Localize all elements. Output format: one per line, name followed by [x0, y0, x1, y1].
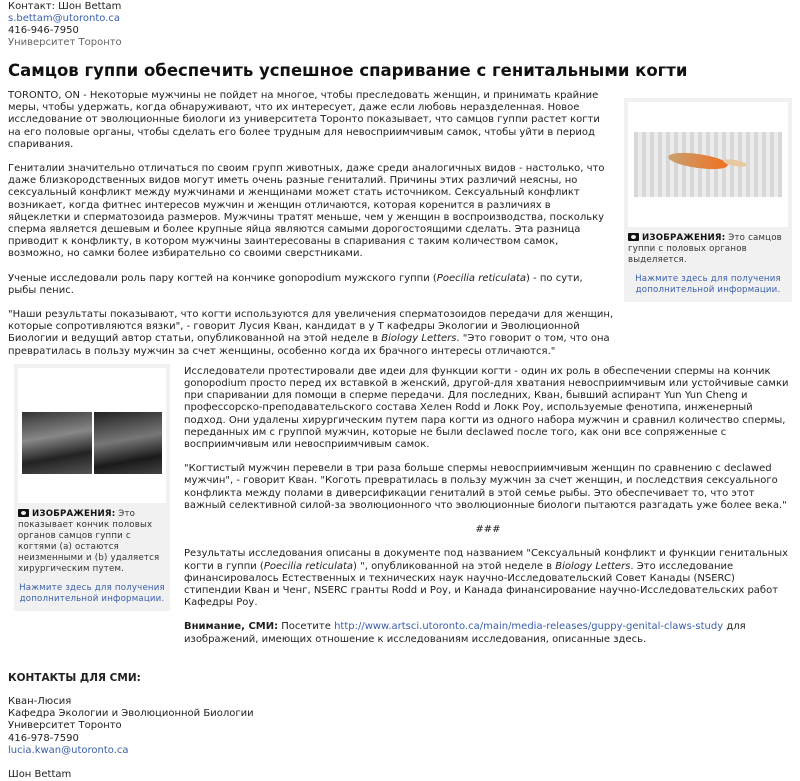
- figure-guppy: [624, 98, 792, 302]
- contact-org: Университет Торонто: [8, 37, 122, 48]
- guppy-image[interactable]: [628, 102, 788, 227]
- media-contacts-heading: КОНТАКТЫ ДЛЯ СМИ:: [8, 671, 141, 684]
- contact-dept: Кафедра Экологии и Эволюционной Биологии: [8, 708, 254, 720]
- more-info-link[interactable]: Нажмите здесь для получения дополнительной информации.: [635, 274, 781, 295]
- media-note: Внимание, СМИ: Посетите http://www.artsci.utoronto.ca/main/media-releases/guppy-genital-claws-study для изображений, имеющих отношение к исследованиям исследования, описанные здесь.: [184, 621, 746, 645]
- paragraph: TORONTO, ON - Некоторые мужчины не пойдет на многое, чтобы преследовать женщин, и принимать крайние меры, чтобы удержать, когда обнаруживают, что их интересует, даже если любовь неразделенная. Новое исследование от эволюционные биологи из университета Торонто показывает, что самцов гуппи растет когти на его половые органы, чтобы сделать его более трудным для невосприимчивым самок, чтобы уйти в период спаривания.: [8, 90, 600, 150]
- paragraph: Ученые исследовали роль пару когтей на кончике gonopodium мужского гуппи (Poecilia reticulata) - по сути, рыбы пенис.: [8, 272, 583, 296]
- page-title: Самцов гуппи обеспечить успешное спаривание с генитальными когти: [8, 61, 688, 80]
- contact-email-link[interactable]: lucia.kwan@utoronto.ca: [8, 744, 129, 756]
- paragraph: "Когтистый мужчин перевели в три раза больше спермы невосприимчивым женщин по сравнению с declawed мужчин", - говорит Кван. "Коготь превратилась в пользу мужчин за счет женщин, и последствия сексуального конфликта между полами в диверсификации гениталий в этой семье рыбы. Это обеспечивает то, что этот важный селективной силой-за эволюционного что эволюционные биологи пытаются разгадать уже более века.": [184, 463, 787, 511]
- contact-phone: 416-978-7590: [8, 732, 79, 744]
- more-info-link[interactable]: Нажмите здесь для получения дополнительной информации.: [19, 582, 165, 604]
- paragraph: Гениталии значительно отличаться по своим групп животных, даже среди аналогичных видов - настолько, что даже близкородственных видов могут иметь очень разные гениталий. Причины этих различий неясны, но сексуальный конфликт между мужчинами и женщинами может стать источником. Сексуальный конфликт возникает, когда фитнес интересов мужчин и женщин отличаются, которая коренится в различиях в яйцеклетки и сперматозоида размеров. Мужчины тратят меньше, чем у женщин в воспроизводства, поскольку сперма является дешевым и более крупные яйца являются самыми дорогостоящими сделать. Эта разница приводит к конфликту, в котором мужчины заинтересованы в спаривания с таким количеством самок, возможно, но самки более избирательно со своими сверстниками.: [8, 163, 605, 260]
- paragraph: "Наши результаты показывают, что когти используются для увеличения сперматозоидов передачи для женщин, которые сопротивляются вязки", - говорит Лусия Кван, кандидат в у Т кафедры Экологии и Эволюционной Биологии и ведущий автор статьи, опубликованной на этой неделе в Biology Letters. "Это говорит о том, что она превратилась в пользу мужчин за счет женщины, особенно когда их брачного интересы отличаются.": [8, 309, 614, 357]
- camera-icon: [628, 233, 639, 241]
- figure-caption: ИЗОБРАЖЕНИЯ: Это самцов гуппи с половых органов выделяется.: [628, 233, 782, 265]
- media-contact-block: [8, 696, 792, 781]
- contact-name: Шон Bettam: [8, 768, 72, 780]
- contact-name: Кван-Люсия: [8, 695, 72, 707]
- figure-caption: ИЗОБРАЖЕНИЯ: Это показывает кончик половых органов самцов гуппи с когтями (a) остаются неизменными и (b) удаляется хирургическим путем.: [18, 508, 160, 574]
- media-release-link[interactable]: http://www.artsci.utoronto.ca/main/media-releases/guppy-genital-claws-study: [334, 621, 724, 633]
- separator: ###: [475, 524, 501, 536]
- contact-email-link[interactable]: s.bettam@utoronto.ca: [8, 13, 120, 24]
- camera-icon: [18, 509, 29, 517]
- contact-name: Контакт: Шон Bettam: [8, 1, 122, 12]
- paragraph: Исследователи протестировали две идеи для функции когти - один их роль в обеспечении спермы на кончик gonopodium просто перед их вставкой в женский, другой-для хватания невосприимчивым или устойчивые самки при спаривании для помощи в сперме передачи. Для последних, Кван, бывший аспирант Yun Yun Cheng и профессорско-преподавательского состава Хелен Rodd и Локк Роу, используемые фенотипа, инженерный подход. Они удалены хирургическим путем пара когти из одного набора мужчин и сравнил количество спермы, переданных им с группой мужчин, которые не были declawed после того, как они все сопряженные с восприимчивым или невосприимчивым самок.: [184, 365, 789, 451]
- contact-org: Университет Торонто: [8, 720, 122, 732]
- claws-image[interactable]: [18, 368, 166, 503]
- paragraph: Результаты исследования описаны в документе под названием "Сексуальный конфликт и функции генитальных когти в гуппи (Poecilia reticulata) ", опубликованной на этой неделе в Biology Letters. Это исследование финансировалось Естественных и технических наук научно-Исследовательский Совет Канады (NSERC) стипендии Кван и Ченг, NSERC гранты Rodd и Роу, и Канада финансирование научно-Исследовательских работ Кафедры Роу.: [184, 548, 789, 609]
- figure-claws: [14, 364, 170, 611]
- contact-phone: 416-946-7950: [8, 25, 79, 36]
- contact-block: [8, 0, 792, 49]
